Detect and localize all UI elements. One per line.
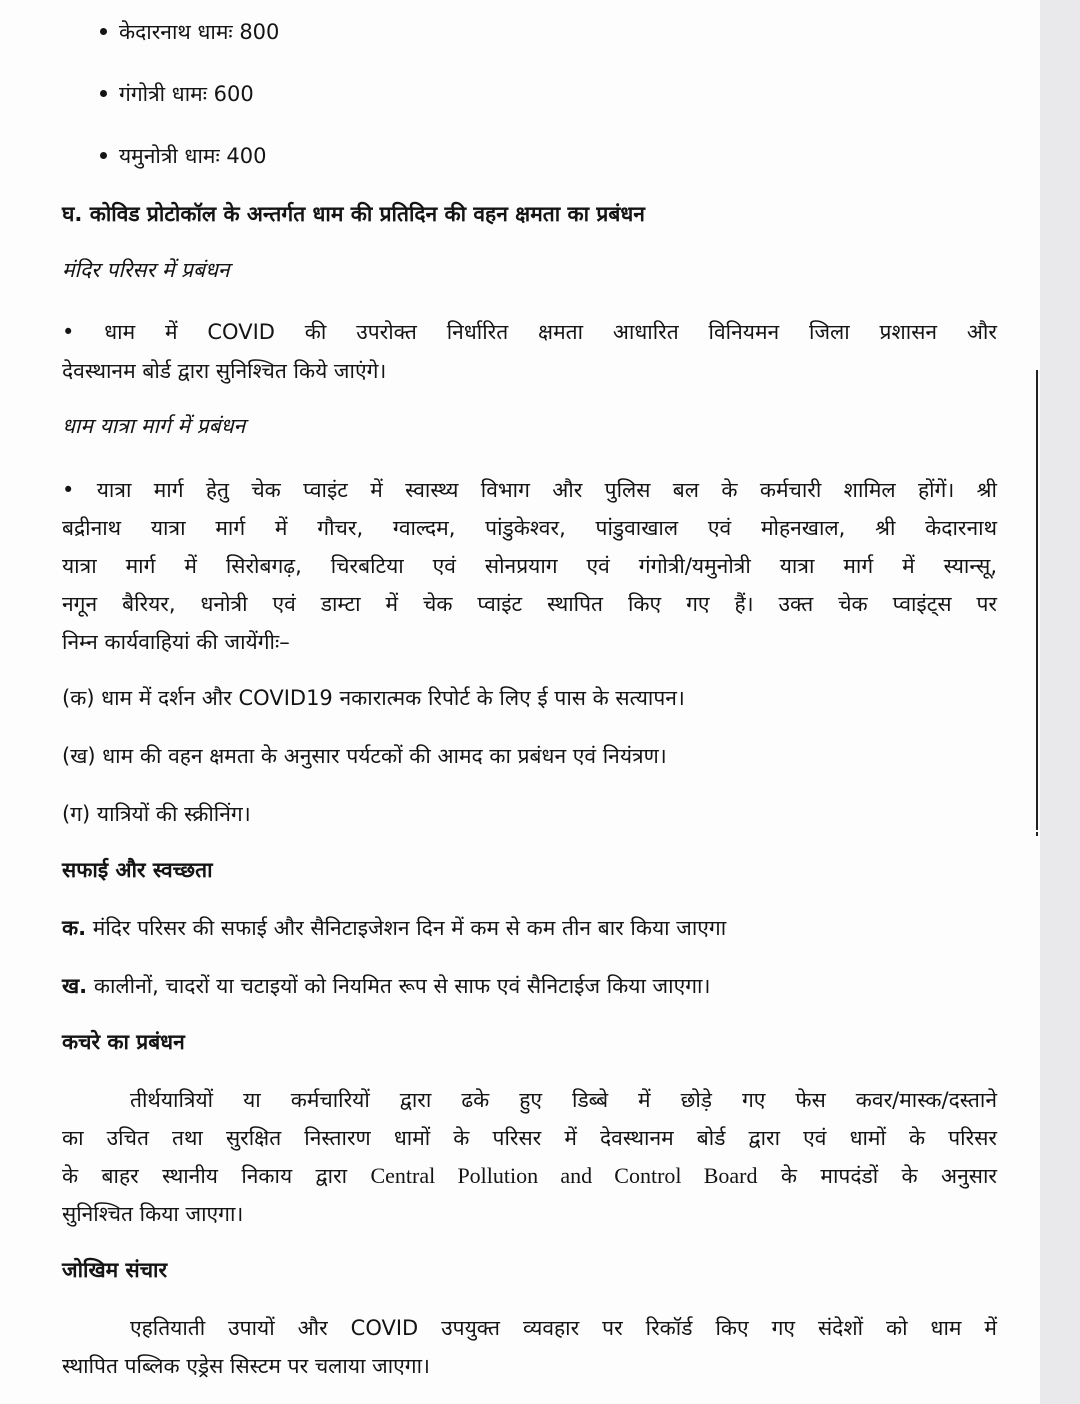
paragraph-line: तीर्थयात्रियों या कर्मचारियों द्वारा ढके हुए डिब्बे में छोड़े गए फेस कवर/मास्क/दस्ताने (130, 1088, 997, 1112)
paragraph-line (62, 1162, 997, 1190)
paragraph-line: • यात्रा मार्ग हेतु चेक प्वाइंट में स्वास्थ्य विभाग और पुलिस बल के कर्मचारी शामिल होंगें। श्री (62, 478, 997, 502)
page-margin-strip (1040, 0, 1080, 1404)
paragraph-line: यात्रा मार्ग में सिरोबगढ़, चिरबटिया एवं सोनप्रयाग एवं गंगोत्री/यमुनोत्री यात्रा मार्ग में स्यान्सू, (62, 554, 997, 578)
item-label: ख. (62, 974, 88, 998)
item-label: क. (62, 916, 87, 940)
bullet-kedarnath (100, 18, 279, 46)
sanitation-item-kha (62, 972, 710, 1000)
bullet-dot (100, 90, 107, 97)
paragraph-line: निम्न कार्यवाहियां की जायेंगीः– (62, 630, 290, 654)
section-gha-heading: घ. कोविड प्रोटोकॉल के अन्तर्गत धाम की प्रतिदिन की वहन क्षमता का प्रबंधन (62, 202, 645, 226)
bullet-yamunotri (100, 142, 266, 170)
paragraph-line: • धाम में COVID की उपरोक्त निर्धारित क्षमता आधारित विनियमन जिला प्रशासन और (62, 320, 997, 344)
scan-edge-line (1036, 370, 1038, 830)
sanitation-heading: सफाई और स्वच्छता (62, 858, 213, 882)
paragraph-line: सुनिश्चित किया जाएगा। (62, 1202, 244, 1226)
bullet-text: यमुनोत्री धामः 400 (119, 144, 267, 168)
paragraph-line: एहतियाती उपायों और COVID उपयुक्त व्यवहार पर रिकॉर्ड किए गए संदेशों को धाम में (130, 1316, 997, 1340)
risk-heading: जोखिम संचार (62, 1258, 168, 1282)
paragraph-line: का उचित तथा सुरक्षित निस्तारण धामों के परिसर में देवस्थानम बोर्ड द्वारा एवं धामों के परिसर (62, 1126, 997, 1150)
list-item-ga: (ग) यात्रियों की स्क्रीनिंग। (62, 802, 251, 826)
scan-edge-mark (1036, 832, 1038, 836)
paragraph-line: स्थापित पब्लिक एड्रेस सिस्टम पर चलाया जाएगा। (62, 1354, 431, 1378)
paragraph-line: देवस्थानम बोर्ड द्वारा सुनिश्चित किये जाएंगे। (62, 359, 387, 383)
paragraph-line: बद्रीनाथ यात्रा मार्ग में गौचर, ग्वाल्दम, पांडुकेश्वर, पांडुवाखाल एवं मोहनखाल, श्री केदारनाथ (62, 516, 997, 540)
bullet-text: केदारनाथ धामः 800 (119, 20, 280, 44)
list-item-kha: (ख) धाम की वहन क्षमता के अनुसार पर्यटकों की आमद का प्रबंधन एवं नियंत्रण। (62, 744, 667, 768)
subheading-yatra-route: धाम यात्रा मार्ग में प्रबंधन (62, 414, 246, 438)
bullet-gangotri (100, 80, 254, 108)
bullet-dot (100, 28, 107, 35)
sanitation-item-ka (62, 914, 726, 942)
item-text: कालीनों, चादरों या चटाइयों को नियमित रूप से साफ एवं सैनिटाईज किया जाएगा। (87, 974, 711, 998)
item-text: मंदिर परिसर की सफाई और सैनिटाइजेशन दिन में कम से कम तीन बार किया जाएगा (86, 916, 727, 940)
paragraph-line: नगून बैरियर, धनोत्री एवं डाम्टा में चेक प्वाइंट स्थापित किए गए हैं। उक्त चेक प्वाइंट्स पर (62, 592, 997, 616)
list-item-ka: (क) धाम में दर्शन और COVID19 नकारात्मक रिपोर्ट के लिए ई पास के सत्यापन। (62, 686, 685, 710)
bullet-dot (100, 152, 107, 159)
text-span: के मापदंडों के अनुसार (757, 1164, 997, 1188)
text-span: के बाहर स्थानीय निकाय द्वारा (62, 1164, 371, 1188)
waste-heading: कचरे का प्रबंधन (62, 1030, 185, 1054)
bullet-text: गंगोत्री धामः 600 (119, 82, 254, 106)
english-term: Central Pollution and Control Board (370, 1163, 758, 1188)
subheading-temple-premises: मंदिर परिसर में प्रबंधन (62, 258, 230, 282)
